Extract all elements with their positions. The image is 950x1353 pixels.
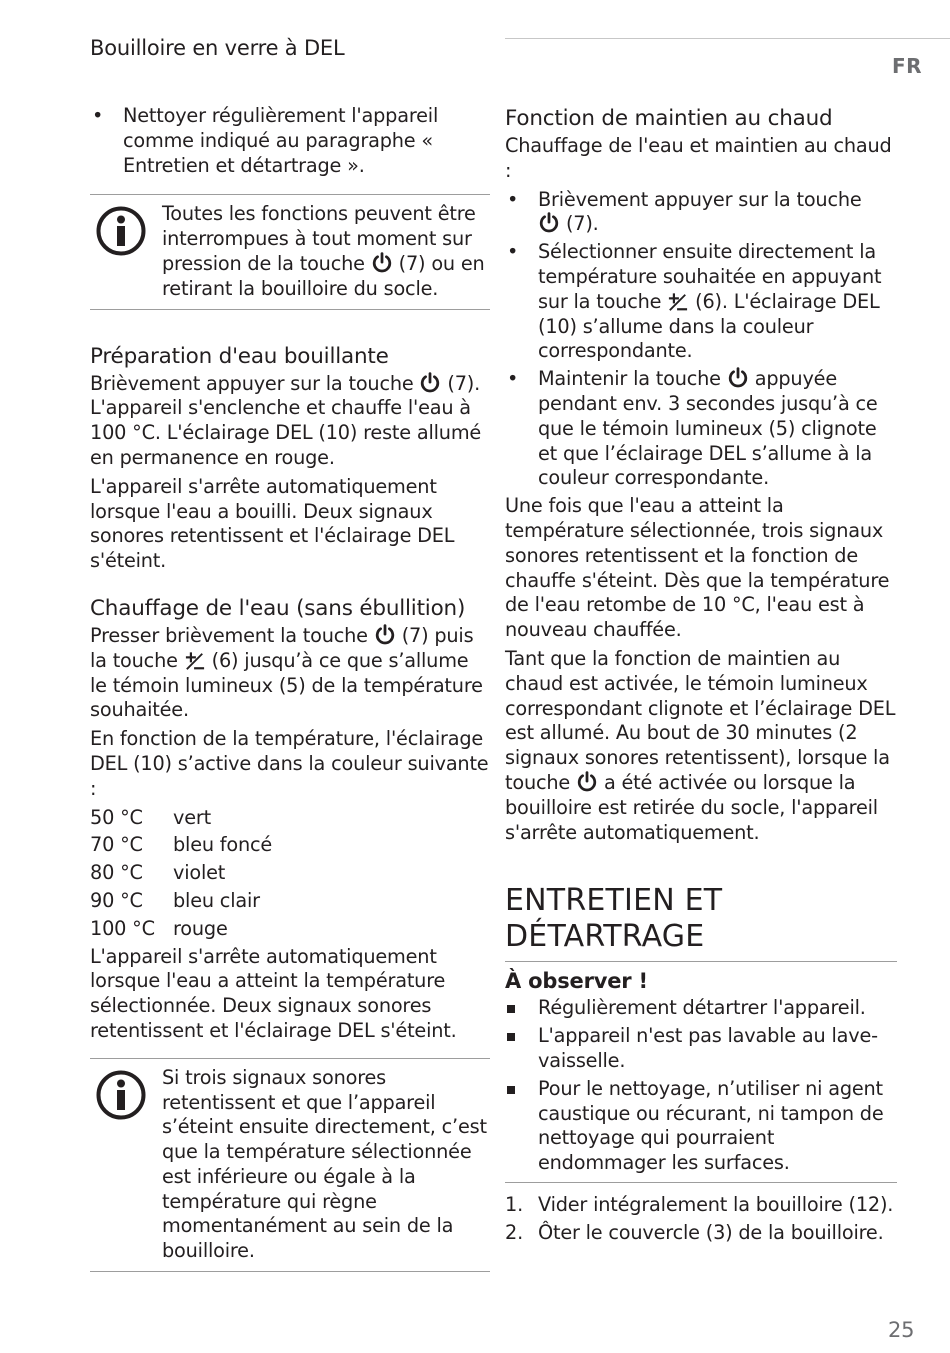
paragraph-text: Tant que la fonction de maintien au chaud est activée, le témoin lumineux correspondant clignote et l’éclairage DEL est allumé. Au bout de 30 minutes (2 signaux sonores retentissent), lorsque la touche <box>505 646 896 794</box>
step-item <box>505 1193 897 1218</box>
plus-minus-icon <box>184 651 206 671</box>
chapter-heading <box>505 883 897 955</box>
list-item-text: Pour le nettoyage, n’utiliser ni agent caustique ou récurant, ni tampon de nettoyage qui pourraient endommager les surfaces. <box>538 1076 884 1175</box>
steps-list <box>505 1193 897 1246</box>
step-text: Vider intégralement la bouilloire (12). <box>538 1192 894 1216</box>
temperature-row <box>90 861 490 886</box>
paragraph-text: (7). L'appareil s'enclenche et chauffe l'eau à 100 °C. L'éclairage DEL (10) reste allumé en permanence en rouge. <box>90 371 482 469</box>
right-column <box>505 104 897 1248</box>
section-heading: Chauffage de l'eau (sans ébullition) <box>90 595 466 621</box>
power-button-icon <box>576 771 598 793</box>
left-column <box>90 104 490 1272</box>
intro-list <box>90 104 490 178</box>
section-heading: Fonction de maintien au chaud <box>505 106 833 131</box>
temperature-value: 70 °C <box>90 833 143 857</box>
step-number: 2. <box>505 1220 523 1244</box>
color-value: bleu clair <box>173 888 260 912</box>
paragraph-text: (6) jusqu’à ce que s’allume le témoin lumineux (5) de la température souhaitée. <box>90 648 483 722</box>
list-item <box>505 1024 897 1074</box>
note-text: (7) ou en retirant la bouilloire du socle. <box>162 251 485 300</box>
color-value: vert <box>173 805 211 829</box>
color-value: rouge <box>173 916 228 940</box>
list-item <box>505 996 897 1021</box>
list-item-text: Brièvement appuyer sur la touche <box>538 187 862 211</box>
list-item-text: appuyée pendant env. 3 secondes jusqu’à ce que le témoin lumineux (5) clignote et que l’éclairage DEL s’allume à la couleur correspondante. <box>538 367 878 490</box>
divider <box>505 961 897 962</box>
list-item-text: Nettoyer régulièrement l'appareil comme indiqué au paragraphe « Entretien et détartrage ». <box>123 104 439 177</box>
info-icon <box>96 206 146 256</box>
note-text: Toutes les fonctions peuvent être interrompues à tout moment sur pression de la touche <box>162 202 476 275</box>
chapter-heading-line: DÉTARTRAGE <box>505 919 705 955</box>
list-item-text: Sélectionner ensuite directement la température souhaitée en appuyant sur la touche <box>538 240 882 313</box>
paragraph-text: Presser brièvement la touche <box>90 623 368 647</box>
temperature-value: 50 °C <box>90 805 143 829</box>
info-note <box>90 1058 490 1272</box>
caution-heading: À observer ! <box>505 969 648 994</box>
page-number: 25 <box>888 1318 915 1342</box>
list-item-text: Maintenir la touche <box>538 367 721 391</box>
list-item <box>505 188 897 238</box>
paragraph <box>90 624 490 723</box>
paragraph-text: a été activée ou lorsque la bouilloire est retirée du socle, l'appareil s'arrête automatiquement. <box>505 770 878 844</box>
paragraph-text: Brièvement appuyer sur la touche <box>90 371 414 395</box>
info-icon <box>96 1070 146 1120</box>
color-value: bleu foncé <box>173 833 273 857</box>
list-item <box>90 104 490 178</box>
header-title: Bouilloire en verre à DEL <box>90 36 345 60</box>
temperature-value: 80 °C <box>90 861 143 885</box>
list-item-text: L'appareil n'est pas lavable au lave-vaisselle. <box>538 1024 878 1072</box>
section-heading: Préparation d'eau bouillante <box>90 343 389 369</box>
paragraph: L'appareil s'arrête automatiquement lorsque l'eau a bouilli. Deux signaux sonores retentissent et l'éclairage DEL s'éteint. <box>90 474 455 573</box>
list-item <box>505 1077 897 1176</box>
step-text: Ôter le couvercle (3) de la bouilloire. <box>538 1220 884 1244</box>
list-item <box>505 367 897 491</box>
paragraph: Une fois que l'eau a atteint la température sélectionnée, trois signaux sonores retentissent et la fonction de chauffe s'éteint. Dès que la température de l'eau retombe de 10 °C, l'eau est à nouveau chauffée. <box>505 494 890 642</box>
temperature-row <box>90 917 490 942</box>
power-button-icon <box>727 367 749 389</box>
language-code: FR <box>892 54 923 78</box>
list-item-text: (6). L'éclairage DEL (10) s’allume dans la couleur correspondante. <box>538 289 880 363</box>
chapter-heading-line: ENTRETIEN ET <box>505 883 723 919</box>
power-button-icon <box>371 252 393 274</box>
note-text: Si trois signaux sonores retentissent et que l’appareil s’éteint ensuite directement, c’est que la température sélectionnée est inférieure ou égale à la température qui règne momentanément au sein de la bouilloire. <box>162 1065 487 1263</box>
paragraph: Chauffage de l'eau et maintien au chaud : <box>505 134 892 182</box>
header-rule <box>505 38 950 39</box>
list-item-text: (7). <box>565 212 599 236</box>
power-button-icon <box>538 212 560 234</box>
info-note <box>90 194 490 309</box>
paragraph <box>90 372 490 471</box>
temperature-row <box>90 889 490 914</box>
plus-minus-icon <box>667 292 689 312</box>
divider <box>505 1182 897 1183</box>
paragraph: L'appareil s'arrête automatiquement lorsque l'eau a atteint la température sélectionnée. Deux signaux sonores retentissent et l'éclairage DEL s'éteint. <box>90 944 457 1042</box>
temperature-row <box>90 833 490 858</box>
step-number: 1. <box>505 1192 523 1216</box>
paragraph: En fonction de la température, l'éclairage DEL (10) s’active dans la couleur suivante : <box>90 727 489 800</box>
temperature-value: 90 °C <box>90 888 143 912</box>
temperature-value: 100 °C <box>90 916 155 940</box>
paragraph <box>505 647 897 845</box>
temperature-row <box>90 806 490 831</box>
caution-list <box>505 996 897 1176</box>
list-item <box>505 240 897 364</box>
color-value: violet <box>173 861 226 885</box>
power-button-icon <box>374 624 396 646</box>
paragraph-text: (7) puis la touche <box>90 623 474 672</box>
step-item <box>505 1221 897 1246</box>
temperature-table <box>90 806 490 942</box>
keep-warm-list <box>505 188 897 492</box>
power-button-icon <box>419 372 441 394</box>
list-item-text: Régulièrement détartrer l'appareil. <box>538 996 866 1020</box>
